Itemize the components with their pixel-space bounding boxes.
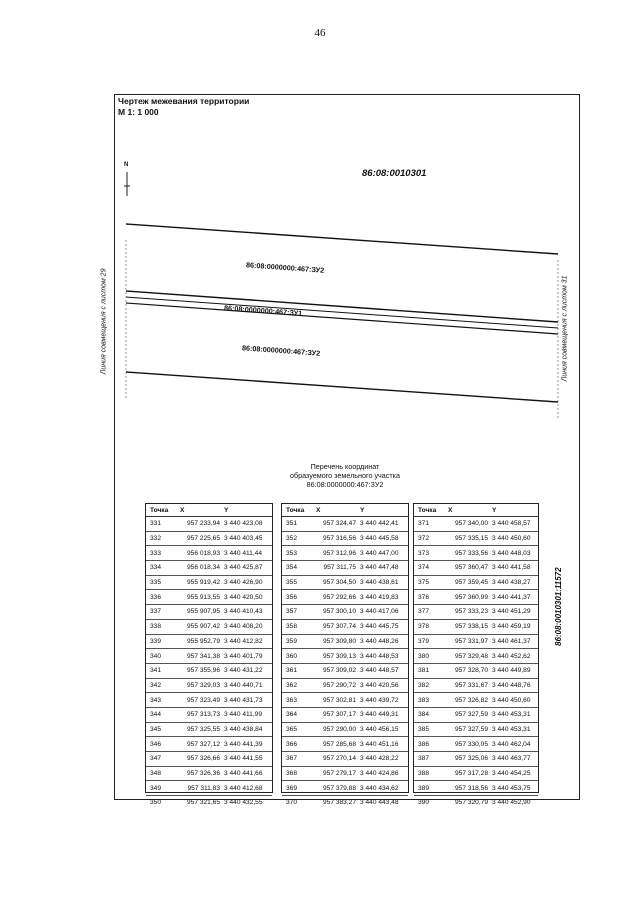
- table-row: [282, 517, 408, 532]
- table-header: Точка X Y: [414, 504, 538, 517]
- x-cell: 955 913,55: [186, 593, 220, 601]
- point-cell: 363: [286, 696, 298, 704]
- x-cell: 957 331,67: [454, 681, 488, 689]
- y-cell: 3 440 439,72: [360, 696, 399, 704]
- y-cell: 3 440 453,75: [492, 784, 531, 792]
- y-cell: 3 440 411,44: [224, 549, 263, 557]
- y-cell: 3 440 438,61: [360, 579, 399, 587]
- x-cell: 957 292,66: [322, 593, 356, 601]
- y-cell: 3 440 458,57: [492, 520, 531, 528]
- table-row: [282, 693, 408, 708]
- point-cell: 368: [286, 770, 298, 778]
- table-row: [146, 532, 272, 547]
- boundary-line-5: [126, 372, 558, 402]
- table-row: [282, 679, 408, 694]
- point-cell: 335: [150, 579, 162, 587]
- point-cell: 344: [150, 711, 162, 719]
- x-cell: 955 952,79: [186, 637, 220, 645]
- y-cell: 3 440 441,58: [492, 564, 531, 572]
- point-cell: 355: [286, 579, 298, 587]
- table-row: [282, 590, 408, 605]
- x-cell: 957 326,36: [186, 770, 220, 778]
- table-row: [282, 576, 408, 591]
- x-cell: 957 360,47: [454, 564, 488, 572]
- point-cell: 388: [418, 770, 430, 778]
- point-cell: 349: [150, 784, 162, 792]
- x-cell: 957 313,73: [186, 711, 220, 719]
- y-cell: 3 440 448,03: [492, 549, 531, 557]
- point-cell: 380: [418, 652, 430, 660]
- table-row: [282, 605, 408, 620]
- table-row: [282, 723, 408, 738]
- point-cell: 360: [286, 652, 298, 660]
- point-cell: 334: [150, 564, 162, 572]
- table-row: [282, 708, 408, 723]
- x-cell: 957 321,65: [186, 799, 220, 807]
- x-cell: 957 285,68: [322, 740, 356, 748]
- table-row: [282, 767, 408, 782]
- x-cell: 957 304,50: [322, 579, 356, 587]
- y-cell: 3 440 448,76: [492, 681, 531, 689]
- table-row: [146, 767, 272, 782]
- point-cell: 350: [150, 799, 162, 807]
- x-cell: 957 333,56: [454, 549, 488, 557]
- point-cell: 341: [150, 667, 162, 675]
- x-cell: 957 309,13: [322, 652, 356, 660]
- coordinates-table-2: [281, 503, 409, 807]
- x-cell: 957 335,15: [454, 535, 488, 543]
- y-cell: 3 440 449,31: [360, 711, 399, 719]
- x-cell: 957 341,38: [186, 652, 220, 660]
- table-row: [282, 781, 408, 796]
- x-cell: 957 379,88: [322, 784, 356, 792]
- point-cell: 346: [150, 740, 162, 748]
- right-side-label: Линия совмещения с листом 31: [561, 275, 569, 382]
- table-row: [282, 620, 408, 635]
- x-cell: 955 907,42: [186, 623, 220, 631]
- table-row: [414, 590, 538, 605]
- y-cell: 3 440 417,06: [360, 608, 399, 616]
- y-cell: 3 440 462,04: [492, 740, 531, 748]
- point-cell: 340: [150, 652, 162, 660]
- coordinates-table-1: [145, 503, 273, 807]
- y-cell: 3 440 419,83: [360, 593, 399, 601]
- table-row: [282, 664, 408, 679]
- point-cell: 382: [418, 681, 430, 689]
- y-cell: 3 440 450,60: [492, 696, 531, 704]
- table-row: [282, 737, 408, 752]
- y-cell: 3 440 410,43: [224, 608, 263, 616]
- y-cell: 3 440 452,90: [492, 799, 531, 807]
- x-cell: 957 338,15: [454, 623, 488, 631]
- table-row: [146, 605, 272, 620]
- y-cell: 3 440 448,53: [360, 652, 399, 660]
- table-row: [414, 693, 538, 708]
- point-cell: 379: [418, 637, 430, 645]
- y-cell: 3 440 451,29: [492, 608, 531, 616]
- x-cell: 957 318,56: [454, 784, 488, 792]
- y-cell: 3 440 449,89: [492, 667, 531, 675]
- point-cell: 371: [418, 520, 430, 528]
- x-cell: 957 326,66: [186, 755, 220, 763]
- table-row: [414, 708, 538, 723]
- table-row: [282, 532, 408, 547]
- table-row: [146, 737, 272, 752]
- table-row: [146, 635, 272, 650]
- x-cell: 957 326,82: [454, 696, 488, 704]
- y-cell: 3 440 420,50: [224, 593, 263, 601]
- x-cell: 957 233,94: [186, 520, 220, 528]
- boundary-line-2: [126, 291, 558, 322]
- x-cell: 957 329,03: [186, 681, 220, 689]
- x-cell: 957 355,96: [186, 667, 220, 675]
- table-row: [414, 517, 538, 532]
- table-row: [414, 532, 538, 547]
- boundary-line-4: [126, 303, 558, 334]
- y-cell: 3 440 447,00: [360, 549, 399, 557]
- title-text: Чертеж межевания территории: [118, 96, 250, 106]
- point-cell: 359: [286, 637, 298, 645]
- y-cell: 3 440 403,45: [224, 535, 263, 543]
- table-row: [146, 664, 272, 679]
- y-cell: 3 440 412,68: [224, 784, 263, 792]
- x-cell: 957 290,72: [322, 681, 356, 689]
- point-cell: 375: [418, 579, 430, 587]
- y-cell: 3 440 431,73: [224, 696, 263, 704]
- table-row: [146, 752, 272, 767]
- main-parcel-label: 86:08:0010301: [362, 168, 427, 179]
- x-cell: 957 330,05: [454, 740, 488, 748]
- table-row: [414, 767, 538, 782]
- table-header: Точка X Y: [282, 504, 408, 517]
- point-cell: 383: [418, 696, 430, 704]
- y-cell: 3 440 428,22: [360, 755, 399, 763]
- x-cell: 957 317,28: [454, 770, 488, 778]
- y-cell: 3 440 448,26: [360, 637, 399, 645]
- table-row: [282, 796, 408, 810]
- x-cell: 957 325,55: [186, 725, 220, 733]
- y-cell: 3 440 463,77: [492, 755, 531, 763]
- table-row: [414, 723, 538, 738]
- table-row: [414, 796, 538, 810]
- point-cell: 361: [286, 667, 298, 675]
- page-number: 46: [314, 27, 326, 39]
- y-cell: 3 440 434,62: [360, 784, 399, 792]
- y-cell: 3 440 461,37: [492, 637, 531, 645]
- y-cell: 3 440 441,37: [492, 593, 531, 601]
- point-cell: 347: [150, 755, 162, 763]
- point-cell: 358: [286, 623, 298, 631]
- table-row: [414, 605, 538, 620]
- x-cell: 957 327,59: [454, 725, 488, 733]
- table-row: [414, 635, 538, 650]
- point-cell: 333: [150, 549, 162, 557]
- y-cell: 3 440 448,57: [360, 667, 399, 675]
- point-cell: 345: [150, 725, 162, 733]
- point-cell: 357: [286, 608, 298, 616]
- y-cell: 3 440 401,79: [224, 652, 263, 660]
- x-cell: 957 311,75: [323, 564, 356, 572]
- x-cell: 955 907,95: [186, 608, 220, 616]
- x-cell: 956 018,34: [186, 564, 220, 572]
- table-header: Точка X Y: [146, 504, 272, 517]
- point-cell: 343: [150, 696, 162, 704]
- y-cell: 3 440 459,19: [492, 623, 531, 631]
- x-cell: 957 331,97: [454, 637, 488, 645]
- point-cell: 353: [286, 549, 298, 557]
- point-cell: 362: [286, 681, 298, 689]
- table-row: [146, 693, 272, 708]
- x-cell: 957 270,14: [322, 755, 356, 763]
- left-side-label: Линия совмещения с листом 29: [100, 268, 108, 375]
- table-row: [146, 781, 272, 796]
- point-cell: 386: [418, 740, 430, 748]
- table-row: [146, 590, 272, 605]
- point-cell: 332: [150, 535, 162, 543]
- y-cell: 3 440 447,48: [360, 564, 399, 572]
- coordinates-list-title: Перечень координат образуемого земельного участка 86:08:0000000:467:ЗУ2: [290, 462, 400, 489]
- y-cell: 3 440 450,60: [492, 535, 531, 543]
- y-cell: 3 440 408,20: [224, 623, 263, 631]
- point-cell: 337: [150, 608, 162, 616]
- point-cell: 367: [286, 755, 298, 763]
- y-cell: 3 440 453,31: [492, 711, 531, 719]
- y-cell: 3 440 456,15: [360, 725, 399, 733]
- scale-text: М 1: 1 000: [118, 107, 159, 117]
- boundary-line-3: [126, 297, 558, 328]
- table-row: [414, 649, 538, 664]
- y-cell: 3 440 452,62: [492, 652, 531, 660]
- table-row: [146, 517, 272, 532]
- y-cell: 3 440 454,25: [492, 770, 531, 778]
- table-row: [414, 752, 538, 767]
- x-cell: 957 309,02: [322, 667, 356, 675]
- point-cell: 387: [418, 755, 430, 763]
- table-row: [414, 620, 538, 635]
- point-cell: 331: [150, 520, 162, 528]
- point-cell: 385: [418, 725, 430, 733]
- x-cell: 957 225,65: [186, 535, 220, 543]
- point-cell: 389: [418, 784, 430, 792]
- point-cell: 384: [418, 711, 430, 719]
- x-cell: 957 312,96: [322, 549, 356, 557]
- y-cell: 3 440 445,58: [360, 535, 399, 543]
- point-cell: 336: [150, 593, 162, 601]
- table-row: [282, 649, 408, 664]
- x-cell: 957 300,10: [322, 608, 356, 616]
- x-cell: 957 328,70: [454, 667, 488, 675]
- point-cell: 369: [286, 784, 298, 792]
- y-cell: 3 440 445,75: [360, 623, 399, 631]
- x-cell: 957 329,48: [454, 652, 488, 660]
- x-cell: 957 323,49: [186, 696, 220, 704]
- x-cell: 957 327,12: [186, 740, 220, 748]
- table-row: [146, 576, 272, 591]
- table-row: [414, 576, 538, 591]
- y-cell: 3 440 411,99: [224, 711, 263, 719]
- point-cell: 373: [418, 549, 430, 557]
- table-row: [146, 679, 272, 694]
- point-cell: 352: [286, 535, 298, 543]
- boundary-line-1: [126, 224, 558, 254]
- y-cell: 3 440 453,31: [492, 725, 531, 733]
- table-row: [146, 708, 272, 723]
- table-row: [414, 546, 538, 561]
- x-cell: 957 333,23: [454, 608, 488, 616]
- point-cell: 374: [418, 564, 430, 572]
- y-cell: 3 440 443,48: [360, 799, 399, 807]
- y-cell: 3 440 438,84: [224, 725, 263, 733]
- point-cell: 364: [286, 711, 298, 719]
- point-cell: 372: [418, 535, 430, 543]
- point-cell: 390: [418, 799, 430, 807]
- x-cell: 957 360,99: [454, 593, 488, 601]
- table-row: [146, 796, 272, 810]
- x-cell: 957 307,74: [322, 623, 356, 631]
- x-cell: 957 311,83: [187, 784, 220, 792]
- x-cell: 957 325,06: [454, 755, 488, 763]
- y-cell: 3 440 424,86: [360, 770, 399, 778]
- point-cell: 381: [418, 667, 430, 675]
- point-cell: 378: [418, 623, 430, 631]
- parcel-label-zu2-bottom: 86:08:0000000:467:ЗУ2: [241, 343, 321, 358]
- x-cell: 957 320,79: [454, 799, 488, 807]
- y-cell: 3 440 442,41: [360, 520, 399, 528]
- y-cell: 3 440 441,55: [224, 755, 263, 763]
- x-cell: 957 307,17: [322, 711, 356, 719]
- point-cell: 339: [150, 637, 162, 645]
- x-cell: 957 290,00: [322, 725, 356, 733]
- x-cell: 957 327,59: [454, 711, 488, 719]
- x-cell: 957 383,27: [322, 799, 356, 807]
- x-cell: 957 316,56: [322, 535, 356, 543]
- y-cell: 3 440 438,27: [492, 579, 531, 587]
- y-cell: 3 440 440,71: [224, 681, 263, 689]
- point-cell: 366: [286, 740, 298, 748]
- point-cell: 376: [418, 593, 430, 601]
- table-row: [414, 561, 538, 576]
- table-row: [146, 546, 272, 561]
- parcel-label-zu2-top: 86:08:0000000:467:ЗУ2: [245, 260, 325, 275]
- table-row: [146, 561, 272, 576]
- table-row: [146, 620, 272, 635]
- y-cell: 3 440 432,55: [224, 799, 263, 807]
- x-cell: 957 309,80: [322, 637, 356, 645]
- x-cell: 957 359,45: [454, 579, 488, 587]
- point-cell: 342: [150, 681, 162, 689]
- table-row: [146, 723, 272, 738]
- y-cell: 3 440 423,08: [224, 520, 263, 528]
- table-row: [282, 546, 408, 561]
- point-cell: 354: [286, 564, 298, 572]
- table-row: [414, 737, 538, 752]
- x-cell: 956 018,93: [186, 549, 220, 557]
- y-cell: 3 440 431,22: [224, 667, 263, 675]
- coordinates-table-3: [413, 503, 539, 807]
- table-row: [414, 781, 538, 796]
- table-row: [146, 649, 272, 664]
- parcel-label-zu1: 86:08:0000000:467:ЗУ1: [223, 303, 303, 318]
- y-cell: 3 440 441,66: [224, 770, 263, 778]
- y-cell: 3 440 441,39: [224, 740, 263, 748]
- point-cell: 351: [286, 520, 298, 528]
- y-cell: 3 440 426,90: [224, 579, 263, 587]
- x-cell: 957 302,81: [322, 696, 356, 704]
- y-cell: 3 440 451,16: [360, 740, 399, 748]
- table-row: [414, 664, 538, 679]
- point-cell: 377: [418, 608, 430, 616]
- x-cell: 957 324,47: [322, 520, 356, 528]
- point-cell: 338: [150, 623, 162, 631]
- x-cell: 957 340,00: [454, 520, 488, 528]
- x-cell: 957 279,17: [322, 770, 356, 778]
- y-cell: 3 440 425,87: [224, 564, 263, 572]
- y-cell: 3 440 412,82: [224, 637, 263, 645]
- table-row: [414, 679, 538, 694]
- x-cell: 955 919,42: [186, 579, 220, 587]
- north-label: N: [124, 162, 129, 168]
- y-cell: 3 440 420,56: [360, 681, 399, 689]
- table-row: [282, 561, 408, 576]
- point-cell: 370: [286, 799, 298, 807]
- table-row: [282, 635, 408, 650]
- point-cell: 365: [286, 725, 298, 733]
- table-row: [282, 752, 408, 767]
- point-cell: 356: [286, 593, 298, 601]
- point-cell: 348: [150, 770, 162, 778]
- vertical-parcel-label: 86:08:0010301:11572: [554, 567, 563, 646]
